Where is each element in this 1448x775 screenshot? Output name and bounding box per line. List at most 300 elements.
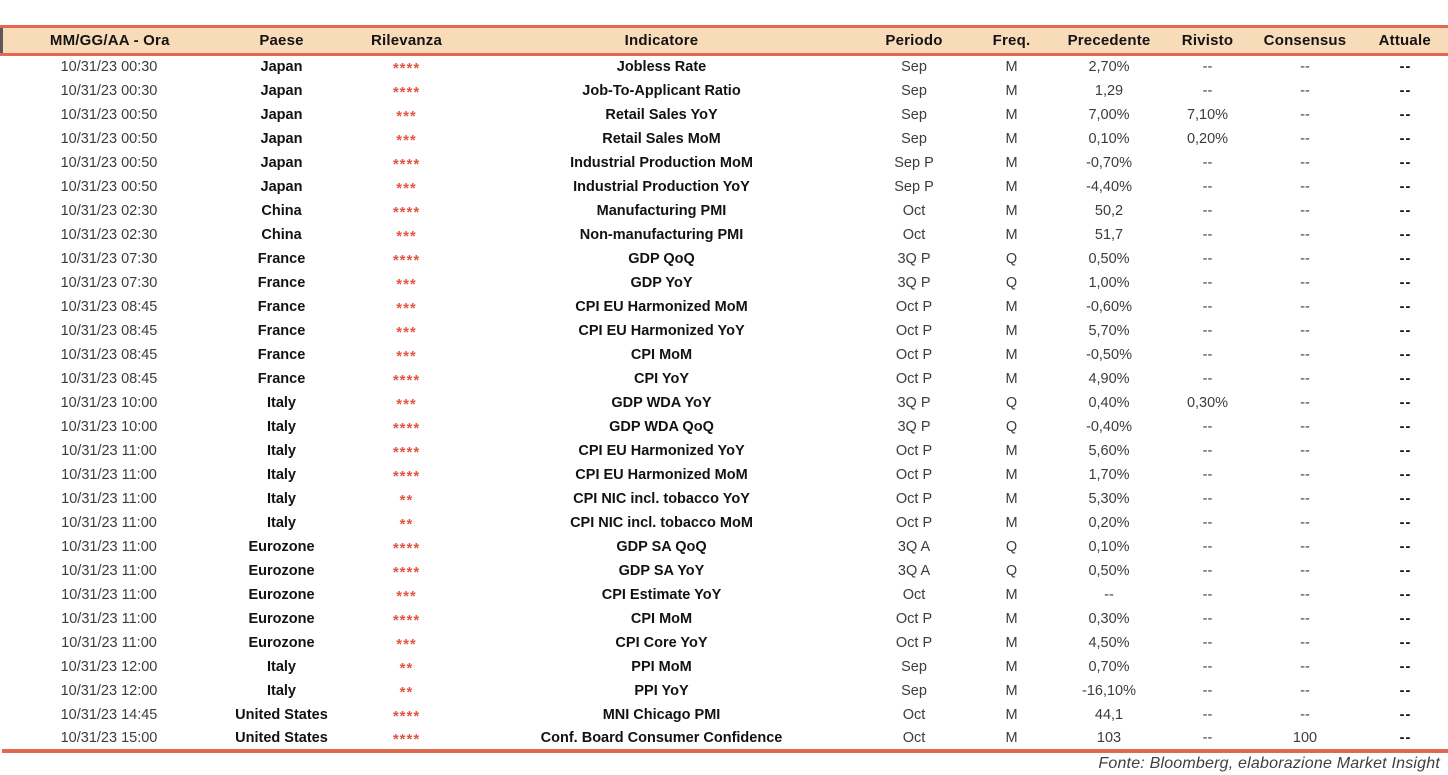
cell-period: Oct P bbox=[895, 634, 933, 651]
relevance-stars-icon: ** bbox=[399, 515, 414, 533]
cell-consensus: -- bbox=[1300, 274, 1310, 291]
cell-country: Italy bbox=[266, 682, 296, 699]
cell-date: 10/31/23 12:00 bbox=[60, 658, 158, 675]
relevance-stars-icon: *** bbox=[396, 347, 417, 365]
source-attribution: Fonte: Bloomberg, elaborazione Market Insight bbox=[1098, 755, 1440, 772]
economic-calendar-table bbox=[0, 25, 1448, 753]
cell-relevance bbox=[347, 415, 467, 439]
cell-revised: -- bbox=[1202, 514, 1213, 531]
cell-freq: M bbox=[1005, 154, 1018, 171]
cell-previous: 4,90% bbox=[1088, 370, 1130, 387]
cell-previous: 7,00% bbox=[1088, 106, 1130, 123]
cell-relevance bbox=[347, 175, 467, 199]
table-row bbox=[2, 703, 1448, 727]
cell-actual: -- bbox=[1399, 178, 1412, 195]
cell-freq: M bbox=[1005, 82, 1018, 99]
cell-consensus: -- bbox=[1300, 178, 1310, 195]
relevance-stars-icon: **** bbox=[392, 251, 421, 269]
cell-previous: 103 bbox=[1052, 727, 1167, 751]
cell-actual: -- bbox=[1399, 514, 1412, 531]
cell-previous: 50,2 bbox=[1094, 202, 1124, 219]
cell-country: Japan bbox=[260, 178, 303, 195]
cell-indicator: Job-To-Applicant Ratio bbox=[582, 82, 741, 99]
table-row bbox=[2, 535, 1448, 559]
column-header-period: Periodo bbox=[857, 27, 972, 55]
table-row bbox=[2, 511, 1448, 535]
relevance-stars-icon: **** bbox=[392, 467, 421, 485]
column-header-country: Paese bbox=[217, 27, 347, 55]
cell-date: 10/31/23 07:30 bbox=[60, 250, 158, 267]
cell-country: Italy bbox=[266, 442, 296, 459]
cell-consensus: -- bbox=[1300, 658, 1310, 675]
cell-date: 10/31/23 11:00 bbox=[61, 562, 157, 579]
cell-date: 10/31/23 11:00 bbox=[61, 610, 157, 627]
cell-period: Oct bbox=[902, 226, 926, 243]
cell-freq: M bbox=[1005, 706, 1018, 723]
cell-indicator: CPI Estimate YoY bbox=[601, 586, 722, 603]
cell-revised: -- bbox=[1202, 634, 1213, 651]
relevance-stars-icon: **** bbox=[392, 203, 421, 221]
cell-consensus: -- bbox=[1300, 466, 1310, 483]
cell-consensus: -- bbox=[1300, 706, 1310, 723]
cell-consensus: -- bbox=[1300, 370, 1310, 387]
cell-previous: -16,10% bbox=[1081, 682, 1136, 699]
cell-freq: M bbox=[1005, 658, 1018, 675]
cell-previous: 4,50% bbox=[1088, 634, 1130, 651]
cell-country: Eurozone bbox=[248, 634, 315, 651]
cell-actual: -- bbox=[1399, 442, 1412, 459]
cell-actual: -- bbox=[1399, 59, 1412, 76]
column-header-previous: Precedente bbox=[1052, 27, 1167, 55]
cell-period: Oct bbox=[902, 586, 926, 603]
cell-freq: M bbox=[1005, 466, 1018, 483]
cell-consensus: -- bbox=[1300, 298, 1310, 315]
cell-relevance bbox=[347, 79, 467, 103]
cell-previous: -0,60% bbox=[1086, 298, 1132, 315]
cell-revised: -- bbox=[1202, 538, 1213, 555]
cell-consensus: -- bbox=[1300, 130, 1310, 147]
cell-relevance bbox=[347, 487, 467, 511]
cell-freq: M bbox=[1005, 106, 1018, 123]
cell-date: 10/31/23 00:30 bbox=[60, 59, 158, 76]
cell-previous: 5,30% bbox=[1088, 490, 1130, 507]
cell-relevance bbox=[347, 607, 467, 631]
cell-consensus: 100 bbox=[1249, 727, 1362, 751]
cell-relevance bbox=[347, 319, 467, 343]
cell-relevance bbox=[347, 247, 467, 271]
table-row bbox=[2, 295, 1448, 319]
cell-date: 10/31/23 08:45 bbox=[60, 322, 158, 339]
cell-actual: -- bbox=[1399, 298, 1412, 315]
cell-freq: M bbox=[1005, 226, 1018, 243]
cell-freq: Q bbox=[1005, 562, 1018, 579]
cell-actual: -- bbox=[1399, 682, 1412, 699]
table-row bbox=[2, 223, 1448, 247]
cell-freq: M bbox=[1005, 202, 1018, 219]
cell-indicator: CPI YoY bbox=[633, 370, 690, 387]
cell-actual: -- bbox=[1399, 418, 1412, 435]
column-header-indicator: Indicatore bbox=[467, 27, 857, 55]
cell-actual: -- bbox=[1399, 346, 1412, 363]
cell-consensus: -- bbox=[1300, 514, 1310, 531]
table-row bbox=[2, 55, 1448, 79]
cell-freq: M bbox=[1005, 442, 1018, 459]
cell-previous: 0,30% bbox=[1088, 610, 1130, 627]
cell-freq: M bbox=[1005, 130, 1018, 147]
cell-previous: 0,50% bbox=[1088, 250, 1130, 267]
cell-relevance bbox=[347, 271, 467, 295]
relevance-stars-icon: **** bbox=[392, 707, 421, 725]
cell-indicator: GDP YoY bbox=[630, 274, 693, 291]
cell-country: France bbox=[257, 274, 306, 291]
cell-actual: -- bbox=[1399, 538, 1412, 555]
cell-date: 10/31/23 07:30 bbox=[60, 274, 158, 291]
cell-relevance bbox=[347, 367, 467, 391]
cell-indicator: GDP SA YoY bbox=[618, 562, 705, 579]
relevance-stars-icon: ** bbox=[399, 659, 414, 677]
cell-period: Oct bbox=[902, 706, 926, 723]
cell-previous: 1,00% bbox=[1088, 274, 1130, 291]
cell-revised: 0,20% bbox=[1186, 130, 1229, 147]
cell-revised: 0,30% bbox=[1186, 394, 1229, 411]
column-header-consensus: Consensus bbox=[1249, 27, 1362, 55]
table-row bbox=[2, 655, 1448, 679]
cell-period: Oct P bbox=[895, 370, 933, 387]
cell-relevance bbox=[347, 343, 467, 367]
cell-previous: 0,20% bbox=[1088, 514, 1130, 531]
relevance-stars-icon: *** bbox=[396, 179, 417, 197]
cell-indicator: CPI NIC incl. tobacco YoY bbox=[573, 490, 750, 507]
cell-revised: -- bbox=[1202, 298, 1213, 315]
table-row bbox=[2, 559, 1448, 583]
cell-date: 10/31/23 11:00 bbox=[61, 634, 157, 651]
cell-revised: -- bbox=[1202, 658, 1213, 675]
relevance-stars-icon: ** bbox=[399, 491, 414, 509]
cell-date: 10/31/23 08:45 bbox=[60, 298, 158, 315]
cell-consensus: -- bbox=[1300, 346, 1310, 363]
cell-freq: Q bbox=[1005, 394, 1018, 411]
table-row bbox=[2, 175, 1448, 199]
cell-relevance bbox=[347, 583, 467, 607]
cell-revised: -- bbox=[1202, 706, 1213, 723]
cell-freq: Q bbox=[1005, 538, 1018, 555]
cell-indicator: Industrial Production YoY bbox=[573, 178, 750, 195]
cell-country: Italy bbox=[266, 394, 296, 411]
cell-period: 3Q P bbox=[897, 274, 931, 291]
table-row bbox=[2, 583, 1448, 607]
cell-consensus: -- bbox=[1300, 154, 1310, 171]
cell-period: 3Q P bbox=[897, 394, 931, 411]
cell-previous: 2,70% bbox=[1088, 59, 1130, 76]
cell-relevance bbox=[347, 223, 467, 247]
cell-indicator: CPI MoM bbox=[630, 610, 693, 627]
cell-indicator: GDP SA QoQ bbox=[616, 538, 707, 555]
cell-consensus: -- bbox=[1300, 82, 1310, 99]
column-header-date: MM/GG/AA - Ora bbox=[2, 27, 217, 55]
cell-previous: 0,40% bbox=[1088, 394, 1130, 411]
cell-indicator: Industrial Production MoM bbox=[570, 154, 753, 171]
cell-country: Eurozone bbox=[248, 586, 315, 603]
cell-period: 3Q P bbox=[897, 250, 931, 267]
cell-actual: -- bbox=[1399, 562, 1412, 579]
cell-previous: 0,70% bbox=[1088, 658, 1130, 675]
cell-period: Sep bbox=[901, 658, 927, 675]
cell-date: 10/31/23 08:45 bbox=[60, 370, 158, 387]
cell-revised: 7,10% bbox=[1186, 106, 1229, 123]
cell-period: 3Q A bbox=[897, 562, 931, 579]
cell-freq: Q bbox=[1005, 250, 1018, 267]
cell-revised: -- bbox=[1202, 490, 1213, 507]
cell-freq: M bbox=[1005, 346, 1018, 363]
cell-country: Japan bbox=[260, 106, 303, 123]
cell-actual: -- bbox=[1399, 130, 1412, 147]
cell-country: China bbox=[261, 202, 302, 219]
column-header-frequency: Freq. bbox=[972, 27, 1052, 55]
cell-actual: -- bbox=[1399, 106, 1412, 123]
cell-actual: -- bbox=[1399, 658, 1412, 675]
cell-date: 10/31/23 02:30 bbox=[60, 226, 158, 243]
cell-country: Eurozone bbox=[248, 562, 315, 579]
cell-actual: -- bbox=[1399, 706, 1412, 723]
cell-previous: -0,70% bbox=[1086, 154, 1132, 171]
cell-relevance bbox=[347, 727, 467, 751]
cell-relevance bbox=[347, 295, 467, 319]
cell-date: 10/31/23 00:50 bbox=[60, 154, 158, 171]
cell-consensus: -- bbox=[1300, 610, 1310, 627]
cell-indicator: Jobless Rate bbox=[616, 59, 707, 76]
cell-indicator: Retail Sales YoY bbox=[605, 106, 718, 123]
cell-indicator: PPI YoY bbox=[634, 682, 689, 699]
relevance-stars-icon: **** bbox=[392, 443, 421, 461]
table-row bbox=[2, 631, 1448, 655]
cell-relevance bbox=[347, 127, 467, 151]
cell-previous: 0,10% bbox=[1088, 538, 1130, 555]
cell-freq: M bbox=[1005, 610, 1018, 627]
cell-revised: -- bbox=[1202, 418, 1213, 435]
cell-date: 10/31/23 11:00 bbox=[61, 490, 157, 507]
cell-period: Sep P bbox=[894, 178, 934, 195]
relevance-stars-icon: **** bbox=[392, 563, 421, 581]
cell-date: 10/31/23 08:45 bbox=[60, 346, 158, 363]
cell-previous: 1,29 bbox=[1094, 82, 1124, 99]
cell-period: Sep bbox=[901, 59, 927, 76]
cell-freq: M bbox=[1005, 682, 1018, 699]
cell-previous: -0,50% bbox=[1086, 346, 1132, 363]
cell-previous: 0,10% bbox=[1088, 130, 1130, 147]
cell-period: Oct P bbox=[895, 610, 933, 627]
table-row bbox=[2, 151, 1448, 175]
cell-consensus: -- bbox=[1300, 59, 1310, 76]
cell-actual: -- bbox=[1399, 250, 1412, 267]
cell-consensus: -- bbox=[1300, 682, 1310, 699]
cell-actual: -- bbox=[1399, 154, 1412, 171]
cell-actual: -- bbox=[1399, 370, 1412, 387]
relevance-stars-icon: *** bbox=[396, 131, 417, 149]
cell-date: 10/31/23 11:00 bbox=[61, 538, 157, 555]
table-row bbox=[2, 199, 1448, 223]
relevance-stars-icon: **** bbox=[392, 83, 421, 101]
cell-actual: -- bbox=[1399, 226, 1412, 243]
relevance-stars-icon: **** bbox=[392, 419, 421, 437]
cell-country: Italy bbox=[266, 490, 296, 507]
cell-country: France bbox=[257, 298, 306, 315]
cell-previous: 51,7 bbox=[1094, 226, 1124, 243]
cell-actual: -- bbox=[1399, 322, 1412, 339]
cell-date: 10/31/23 02:30 bbox=[60, 202, 158, 219]
column-header-actual: Attuale bbox=[1362, 27, 1448, 55]
relevance-stars-icon: **** bbox=[392, 539, 421, 557]
cell-actual: -- bbox=[1399, 586, 1412, 603]
cell-country: France bbox=[257, 250, 306, 267]
cell-freq: M bbox=[972, 727, 1052, 751]
table-row bbox=[2, 727, 1448, 751]
cell-country: France bbox=[257, 322, 306, 339]
cell-relevance bbox=[347, 391, 467, 415]
cell-consensus: -- bbox=[1300, 562, 1310, 579]
cell-country: Italy bbox=[266, 514, 296, 531]
cell-date: 10/31/23 00:50 bbox=[60, 178, 158, 195]
cell-indicator: GDP QoQ bbox=[628, 250, 695, 267]
cell-consensus: -- bbox=[1300, 250, 1310, 267]
cell-revised: -- bbox=[1202, 346, 1213, 363]
cell-country: France bbox=[257, 346, 306, 363]
column-header-revised: Rivisto bbox=[1167, 27, 1249, 55]
cell-consensus: -- bbox=[1300, 418, 1310, 435]
cell-freq: Q bbox=[1005, 418, 1018, 435]
cell-relevance bbox=[347, 199, 467, 223]
cell-indicator: CPI MoM bbox=[630, 346, 693, 363]
cell-indicator: CPI NIC incl. tobacco MoM bbox=[570, 514, 753, 531]
cell-period: Sep bbox=[901, 682, 927, 699]
table-row bbox=[2, 439, 1448, 463]
cell-indicator: GDP WDA YoY bbox=[611, 394, 712, 411]
cell-indicator: Conf. Board Consumer Confidence bbox=[467, 727, 857, 751]
cell-period: 3Q A bbox=[897, 538, 931, 555]
cell-relevance bbox=[347, 631, 467, 655]
cell-relevance bbox=[347, 703, 467, 727]
cell-consensus: -- bbox=[1300, 394, 1310, 411]
table-row bbox=[2, 247, 1448, 271]
cell-actual: -- bbox=[1399, 634, 1412, 651]
cell-freq: M bbox=[1005, 322, 1018, 339]
relevance-stars-icon: **** bbox=[392, 371, 421, 389]
relevance-stars-icon: **** bbox=[392, 730, 421, 748]
cell-revised: -- bbox=[1202, 682, 1213, 699]
cell-relevance bbox=[347, 679, 467, 703]
cell-period: Oct P bbox=[895, 322, 933, 339]
table-row bbox=[2, 463, 1448, 487]
cell-country: China bbox=[261, 226, 302, 243]
cell-previous: 5,60% bbox=[1088, 442, 1130, 459]
cell-indicator: PPI MoM bbox=[631, 658, 692, 675]
cell-indicator: CPI EU Harmonized MoM bbox=[575, 466, 748, 483]
cell-consensus: -- bbox=[1300, 634, 1310, 651]
cell-period: Oct P bbox=[895, 442, 933, 459]
table-row bbox=[2, 487, 1448, 511]
cell-consensus: -- bbox=[1300, 322, 1310, 339]
header-row bbox=[2, 27, 1448, 55]
table-header bbox=[2, 27, 1448, 55]
cell-country: Italy bbox=[266, 418, 296, 435]
cell-country: United States bbox=[217, 727, 347, 751]
cell-freq: M bbox=[1005, 586, 1018, 603]
table-row bbox=[2, 415, 1448, 439]
table-row bbox=[2, 79, 1448, 103]
cell-actual: -- bbox=[1399, 490, 1412, 507]
cell-country: Italy bbox=[266, 466, 296, 483]
cell-freq: M bbox=[1005, 490, 1018, 507]
cell-indicator: CPI EU Harmonized YoY bbox=[578, 322, 745, 339]
relevance-stars-icon: *** bbox=[396, 587, 417, 605]
relevance-stars-icon: **** bbox=[392, 611, 421, 629]
relevance-stars-icon: **** bbox=[392, 155, 421, 173]
cell-indicator: Non-manufacturing PMI bbox=[579, 226, 744, 243]
cell-date: 10/31/23 15:00 bbox=[2, 727, 217, 751]
cell-revised: -- bbox=[1202, 274, 1213, 291]
cell-period: 3Q P bbox=[897, 418, 931, 435]
cell-date: 10/31/23 11:00 bbox=[61, 442, 157, 459]
cell-country: Japan bbox=[260, 154, 303, 171]
cell-date: 10/31/23 00:50 bbox=[60, 130, 158, 147]
relevance-stars-icon: *** bbox=[396, 275, 417, 293]
cell-freq: M bbox=[1005, 634, 1018, 651]
relevance-stars-icon: *** bbox=[396, 635, 417, 653]
cell-date: 10/31/23 10:00 bbox=[60, 394, 158, 411]
cell-relevance bbox=[347, 535, 467, 559]
cell-consensus: -- bbox=[1300, 226, 1310, 243]
relevance-stars-icon: *** bbox=[396, 107, 417, 125]
relevance-stars-icon: **** bbox=[392, 60, 421, 78]
cell-actual: -- bbox=[1399, 610, 1412, 627]
cell-date: 10/31/23 12:00 bbox=[60, 682, 158, 699]
cell-freq: M bbox=[1005, 298, 1018, 315]
cell-revised: -- bbox=[1202, 178, 1213, 195]
cell-revised: -- bbox=[1202, 466, 1213, 483]
cell-country: Japan bbox=[260, 82, 303, 99]
cell-revised: -- bbox=[1202, 610, 1213, 627]
cell-date: 10/31/23 00:30 bbox=[60, 82, 158, 99]
cell-country: Eurozone bbox=[248, 538, 315, 555]
cell-date: 10/31/23 11:00 bbox=[61, 466, 157, 483]
relevance-stars-icon: ** bbox=[399, 683, 414, 701]
cell-previous: -0,40% bbox=[1086, 418, 1132, 435]
cell-freq: M bbox=[1005, 514, 1018, 531]
relevance-stars-icon: *** bbox=[396, 227, 417, 245]
table-row bbox=[2, 271, 1448, 295]
cell-indicator: MNI Chicago PMI bbox=[602, 706, 721, 723]
table-row bbox=[2, 679, 1448, 703]
cell-revised: -- bbox=[1202, 322, 1213, 339]
cell-revised: -- bbox=[1202, 586, 1213, 603]
cell-revised: -- bbox=[1202, 370, 1213, 387]
cell-country: Japan bbox=[260, 59, 303, 76]
cell-freq: M bbox=[1005, 59, 1018, 76]
cell-date: 10/31/23 00:50 bbox=[60, 106, 158, 123]
table-row bbox=[2, 607, 1448, 631]
cell-consensus: -- bbox=[1300, 202, 1310, 219]
cell-revised: -- bbox=[1202, 59, 1213, 76]
cell-period: Oct P bbox=[895, 514, 933, 531]
cell-previous: 44,1 bbox=[1094, 706, 1124, 723]
cell-consensus: -- bbox=[1300, 490, 1310, 507]
cell-previous: -- bbox=[1104, 586, 1114, 603]
cell-revised: -- bbox=[1202, 202, 1213, 219]
cell-period: Oct P bbox=[895, 490, 933, 507]
cell-actual: -- bbox=[1362, 727, 1448, 751]
cell-country: Italy bbox=[266, 658, 296, 675]
cell-actual: -- bbox=[1399, 82, 1412, 99]
cell-date: 10/31/23 10:00 bbox=[60, 418, 158, 435]
